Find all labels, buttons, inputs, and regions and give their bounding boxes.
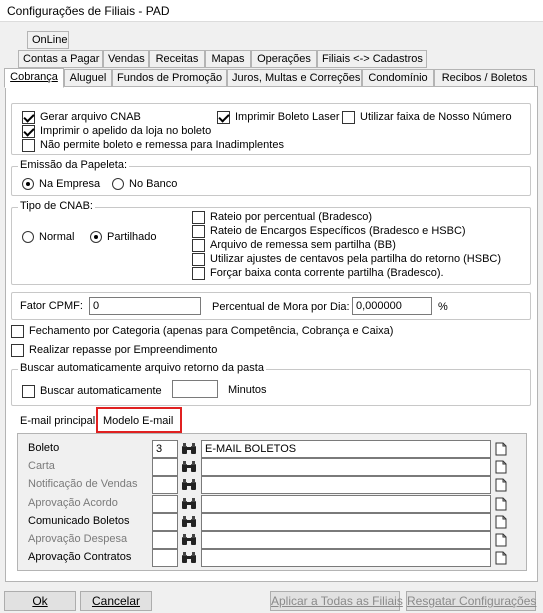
email-code-input[interactable] — [152, 549, 178, 567]
tab-juros-multas[interactable]: Juros, Multas e Correções — [227, 69, 362, 87]
document-icon[interactable] — [493, 549, 509, 567]
radio-dot — [22, 178, 34, 190]
checkbox-box — [192, 267, 205, 280]
email-code-input[interactable] — [152, 458, 178, 476]
tab-vendas[interactable]: Vendas — [103, 50, 149, 68]
checkbox-label: Realizar repasse por Empreendimento — [29, 344, 218, 356]
email-model-grid — [17, 433, 527, 571]
button-label: Ok — [32, 594, 48, 608]
checkbox-label: Fechamento por Categoria (apenas para Competência, Cobrança e Caixa) — [29, 325, 394, 337]
email-code-input[interactable] — [152, 495, 178, 513]
radio-dot — [90, 231, 102, 243]
tab-email-principal[interactable]: E-mail principal — [20, 415, 96, 427]
email-row-label: Aprovação Acordo — [28, 496, 118, 509]
radio-label: No Banco — [129, 178, 178, 190]
radio-label: Partilhado — [107, 231, 157, 243]
tab-receitas[interactable]: Receitas — [149, 50, 205, 68]
fator-cpmf-label: Fator CPMF: — [20, 300, 83, 312]
tipo-cnab-legend: Tipo de CNAB: — [20, 200, 93, 212]
rateio-encargos-checkbox[interactable] — [192, 224, 466, 238]
email-row — [18, 513, 528, 531]
tab-condominio[interactable]: Condomínio — [362, 69, 434, 87]
radio-label: Normal — [39, 231, 75, 243]
minutos-input[interactable] — [172, 380, 218, 398]
checkbox-label: Não permite boleto e remessa para Inadimplentes — [40, 139, 284, 151]
mora-input[interactable]: 0,000000 — [352, 297, 432, 315]
radio-label: Na Empresa — [39, 178, 101, 190]
resgatar-configuracoes-button[interactable] — [406, 591, 536, 611]
radio-dot — [22, 231, 34, 243]
realizar-repasse-checkbox[interactable] — [11, 343, 217, 357]
tab-operacoes[interactable]: Operações — [251, 50, 317, 68]
fator-cpmf-input[interactable]: 0 — [89, 297, 201, 315]
checkbox-label: Gerar arquivo CNAB — [40, 111, 141, 123]
buscar-automaticamente-checkbox[interactable] — [22, 384, 162, 398]
button-label: Aplicar a Todas as Filiais — [271, 594, 403, 608]
nao-permite-checkbox[interactable] — [22, 138, 284, 152]
tab-cobranca[interactable] — [4, 68, 64, 88]
emissao-group — [11, 159, 531, 196]
emissao-legend: Emissão da Papeleta: — [20, 159, 128, 171]
gerar-cnab-checkbox[interactable] — [22, 110, 141, 124]
button-label: Cancelar — [91, 594, 141, 608]
email-code-input[interactable] — [152, 476, 178, 494]
checkbox-box — [192, 253, 205, 266]
checkbox-box — [22, 125, 35, 138]
email-row — [18, 495, 528, 513]
email-model-name: E-MAIL BOLETOS — [201, 440, 491, 458]
tab-filiais-cadastros[interactable]: Filiais <-> Cadastros — [317, 50, 427, 68]
cnab-options-group — [11, 103, 531, 155]
checkbox-label: Rateio por percentual (Bradesco) — [210, 211, 373, 223]
tab-label: Cobrança — [10, 71, 58, 83]
tab-modelo-email[interactable]: Modelo E-mail — [103, 413, 173, 431]
binoculars-icon[interactable] — [179, 513, 199, 531]
binoculars-icon[interactable] — [179, 531, 199, 549]
email-row-label: Comunicado Boletos — [28, 514, 130, 527]
rateio-percentual-checkbox[interactable] — [192, 210, 372, 224]
checkbox-box — [22, 139, 35, 152]
email-row-label: Aprovação Contratos — [28, 551, 132, 564]
buscar-legend: Buscar automaticamente arquivo retorno da pasta — [20, 362, 264, 374]
ok-button[interactable] — [4, 591, 76, 611]
email-model-name — [201, 476, 491, 494]
radio-partilhado[interactable] — [90, 230, 157, 244]
checkbox-box — [22, 385, 35, 398]
cobranca-panel — [5, 86, 538, 582]
email-row-label: Aprovação Despesa — [28, 533, 128, 545]
arquivo-remessa-checkbox[interactable] — [192, 238, 396, 252]
checkbox-box — [342, 111, 355, 124]
aplicar-todas-filiais-button[interactable] — [270, 591, 403, 611]
buscar-group — [11, 362, 531, 406]
tab-online[interactable]: OnLine — [27, 31, 69, 49]
email-model-name — [201, 513, 491, 531]
tab-contas-a-pagar[interactable]: Contas a Pagar — [18, 50, 103, 68]
checkbox-label: Imprimir Boleto Laser — [235, 111, 340, 123]
mora-label: Percentual de Mora por Dia: — [212, 301, 350, 313]
checkbox-box — [192, 225, 205, 238]
button-label: Resgatar Configurações — [407, 594, 537, 608]
email-code-input[interactable] — [152, 513, 178, 531]
binoculars-icon[interactable] — [179, 440, 199, 458]
utilizar-faixa-checkbox[interactable] — [342, 110, 512, 124]
document-icon[interactable] — [493, 531, 509, 549]
email-row-label: Boleto — [28, 442, 60, 454]
email-model-name — [201, 458, 491, 476]
checkbox-label: Utilizar ajustes de centavos pela partilha do retorno (HSBC) — [210, 253, 502, 265]
checkbox-label: Buscar automaticamente — [40, 385, 162, 397]
email-row — [18, 440, 528, 458]
checkbox-label: Arquivo de remessa sem partilha (BB) — [210, 239, 396, 251]
document-icon[interactable] — [493, 476, 509, 494]
binoculars-icon[interactable] — [179, 458, 199, 476]
imprimir-boleto-laser-checkbox[interactable] — [217, 110, 340, 124]
checkbox-box — [11, 325, 24, 338]
email-code-input[interactable]: 3 — [152, 440, 178, 458]
tab-fundos-de-promocao[interactable]: Fundos de Promoção — [112, 69, 227, 87]
email-row-label: Carta — [28, 460, 55, 473]
checkbox-box — [22, 111, 35, 124]
document-icon[interactable] — [493, 440, 509, 458]
document-icon[interactable] — [493, 495, 509, 513]
radio-dot — [112, 178, 124, 190]
email-row — [18, 549, 528, 567]
checkbox-label: Imprimir o apelido da loja no boleto — [40, 125, 212, 137]
email-model-name — [201, 549, 491, 567]
checkbox-label: Forçar baixa conta corrente partilha (Bradesco). — [210, 267, 444, 279]
email-row-label: Notificação de Vendas — [28, 478, 138, 491]
imprimir-apelido-checkbox[interactable] — [22, 124, 211, 138]
email-row — [18, 476, 528, 494]
email-model-name — [201, 495, 491, 513]
radio-na-empresa[interactable] — [22, 177, 100, 191]
checkbox-box — [192, 211, 205, 224]
checkbox-label: Rateio de Encargos Específicos (Bradesco e HSBC) — [210, 225, 466, 237]
fator-group — [11, 292, 531, 320]
tipo-cnab-group — [11, 200, 531, 285]
email-row — [18, 458, 528, 476]
minutos-label: Minutos — [228, 384, 267, 396]
binoculars-icon[interactable] — [179, 495, 199, 513]
tab-aluguel[interactable]: Aluguel — [64, 69, 112, 87]
checkbox-box — [192, 239, 205, 252]
radio-no-banco[interactable] — [112, 177, 177, 191]
ajustes-centavos-checkbox[interactable] — [192, 252, 501, 266]
document-icon[interactable] — [493, 513, 509, 531]
cancelar-button[interactable] — [80, 591, 152, 611]
email-model-name — [201, 531, 491, 549]
radio-normal[interactable] — [22, 230, 74, 244]
window-title: Configurações de Filiais - PAD — [0, 0, 543, 22]
fechamento-categoria-checkbox[interactable] — [11, 324, 393, 338]
mora-unit: % — [438, 301, 448, 313]
checkbox-box — [217, 111, 230, 124]
email-code-input[interactable] — [152, 531, 178, 549]
binoculars-icon[interactable] — [179, 549, 199, 567]
checkbox-label: Utilizar faixa de Nosso Número — [360, 111, 512, 123]
checkbox-box — [11, 344, 24, 357]
tab-mapas[interactable]: Mapas — [205, 50, 251, 68]
forcar-baixa-checkbox[interactable] — [192, 266, 444, 280]
document-icon[interactable] — [493, 458, 509, 476]
tab-recibos-boletos[interactable]: Recibos / Boletos — [434, 69, 535, 87]
binoculars-icon[interactable] — [179, 476, 199, 494]
email-row — [18, 531, 528, 549]
highlight-box — [96, 407, 182, 433]
